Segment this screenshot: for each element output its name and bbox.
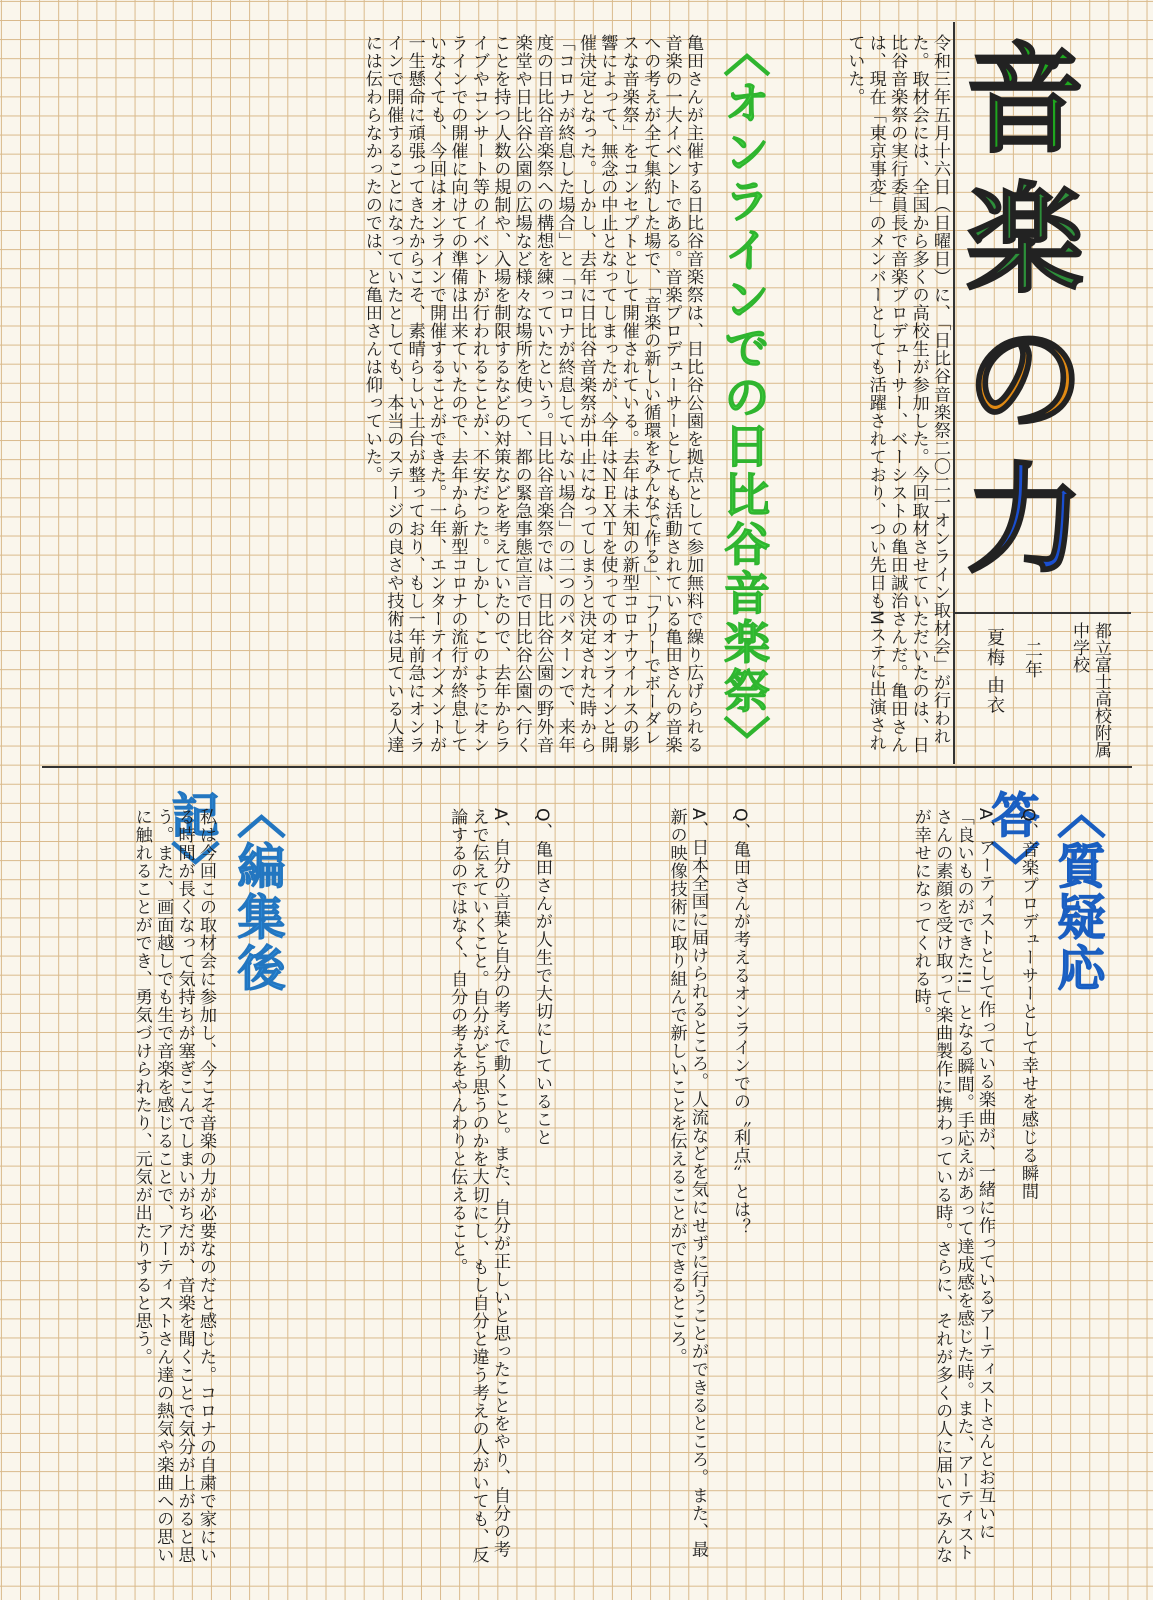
byline-school: 都立富士高校附属中学校 bbox=[1069, 622, 1111, 758]
title-char-4: 力 bbox=[965, 451, 1084, 589]
editor-note-body: 私は今回この取材会に参加し、今こそ音楽の力が必要なのだと感じた。コロナの自粛で家にいる時間が長くなって気持ちが塞ぎこんでしまいがちだが、音楽を聞くことで気分が上がると思う。また、画面越しでも生で音楽を感じることで、アーティストさん達の熱気や楽曲への思いに触れることができ、勇気づけられたり、元気が出たりすると思う。 bbox=[131, 808, 216, 1564]
qa-question-2: Q、亀田さんが考えるオンラインでの〝利点〟とは？ bbox=[730, 808, 750, 1237]
title-left-rule bbox=[953, 22, 955, 764]
title-bottom-rule bbox=[953, 612, 1131, 614]
qa-question-3: Q、亀田さんが人生で大切にしていること bbox=[532, 808, 552, 1147]
byline-name: 夏梅 由衣 bbox=[984, 628, 1005, 716]
title-char-3: の bbox=[965, 311, 1084, 449]
qa-answer-1: A、アーティストとして作っている楽曲が、一緒に作っているアーティストさんとお互いに「良いものができた!!」となる瞬間。手応えがあって達成感を感じた時。また、アーティストさんの素顔を受け取って楽曲製作に携わっている時。さらに、それが多くの人に届いてみんなが幸せになってくれる時。 bbox=[910, 808, 995, 1564]
qa-answer-3: A、自分の言葉と自分の考えで動くこと。また、自分が正しいと思ったことをやり、自分の考えで伝えていくこと。自分がどう思うのかを大切にし、もし自分と違う考えの人がいても、反論するのではなく、自分の考えをやんわりと伝えること。 bbox=[447, 808, 510, 1564]
online-hibiya-subheading: 〈オンラインでの日比谷音楽祭〉 bbox=[717, 30, 771, 765]
title-block bbox=[955, 30, 1095, 610]
editor-note-heading: 〈編集後記〉 bbox=[163, 790, 285, 994]
intro-paragraph: 令和三年五月十六日（日曜日）に、「日比谷音楽祭二〇二一オンライン取材会」が行われた。取材会には、全国から多くの高校生が参加した。今回取材させていただいたのは、日比谷音楽祭の実行委員長で音楽プロデューサー、ベーシストの亀田誠治さんだ。亀田さんは、現在「東京事変」のメンバーとしても活躍されており、つい先日もMステに出演されていた。 bbox=[844, 34, 950, 754]
section-divider bbox=[42, 766, 1132, 768]
main-article: 亀田さんが主催する日比谷音楽祭は、日比谷公園を拠点として参加無料で繰り広げられる音楽の一大イベントである。音楽プロデューサーとしても活動されている亀田さんの音楽への考えが全て集約した場で、「音楽の新しい循環をみんなで作る」、「フリーでボーダレスな音楽祭」をコンセプトとして開催されている。去年は未知の新型コロナウイルスの影響によって、無念の中止となってしまったが、今年はＮＥＸＴを使ってのオンラインと開催決定となった。しかし、去年に日比谷音楽祭が中止になってしまうと決定された時から「コロナが終息した場合」と「コロナが終息していない場合」の二つのパターンで、来年度の日比谷音楽祭への構想を練っていたという。日比谷音楽祭では、日比谷公園の野外音楽堂や日比谷公園の広場など様々な場所を使って、都の緊急事態宣言で日比谷公園へ行くことを持つ人数の規制や、入場を制限するなどの対策などを考えていたので、去年からライブやコンサート等のイベントが行われることが、不安だった。しかし、このようにオンラインでの開催に向けての準備は出来ていたので、去年から新型コロナの流行が終息していなくても、今回はオンラインで開催することができた。一年、エンターテインメントが一生懸命に頑張ってきたからこそ、素晴らしい土台が整っており、もし一年前急にオンラインで開催することになっていたとしても、本当のステージの良さや技術は見ている人達には伝わらなかったのでは、と亀田さんは仰っていた。 bbox=[361, 34, 703, 754]
byline-grade: 二年 bbox=[1022, 640, 1043, 680]
qa-heading: 〈質疑応答〉 bbox=[983, 790, 1105, 994]
qa-answer-2: A、日本全国に届けられるところ。人流などを気にせずに行うことができるところ。また、最新の映像技術に取り組んで新しいことを伝えることができるところ。 bbox=[666, 808, 708, 1559]
qa-question-1: Q、音楽プロデューサーとして幸せを感じる瞬間 bbox=[1018, 808, 1038, 1201]
title-char-1: 音 bbox=[965, 31, 1084, 169]
title-char-2: 楽 bbox=[965, 171, 1084, 309]
